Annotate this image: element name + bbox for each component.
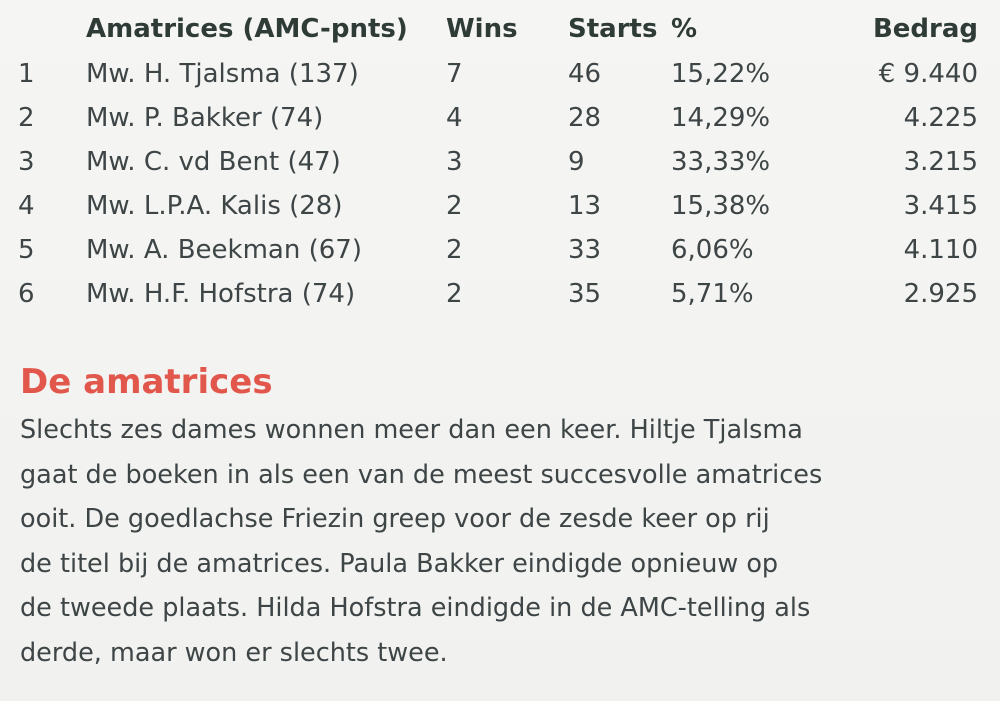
- cell-name: Mw. C. vd Bent (47): [86, 147, 341, 177]
- cell-rank: 2: [18, 103, 35, 133]
- cell-starts: 46: [568, 59, 602, 89]
- cell-percentage: 33,33%: [671, 147, 771, 177]
- cell-rank: 1: [18, 59, 35, 89]
- cell-starts: 35: [568, 279, 602, 309]
- paragraph-line: Slechts zes dames wonnen meer dan een keer. Hiltje Tjalsma: [20, 415, 803, 445]
- cell-amount: € 9.440: [878, 59, 978, 89]
- cell-amount: 3.415: [903, 191, 978, 221]
- cell-name: Mw. L.P.A. Kalis (28): [86, 191, 343, 221]
- cell-name: Mw. H. Tjalsma (137): [86, 59, 359, 89]
- cell-amount: 3.215: [903, 147, 978, 177]
- cell-name: Mw. A. Beekman (67): [86, 235, 362, 265]
- header-starts: Starts: [568, 14, 658, 44]
- cell-percentage: 15,22%: [671, 59, 771, 89]
- cell-wins: 4: [446, 103, 463, 133]
- cell-rank: 4: [18, 191, 35, 221]
- cell-wins: 3: [446, 147, 463, 177]
- cell-wins: 2: [446, 279, 463, 309]
- cell-percentage: 14,29%: [671, 103, 771, 133]
- table-row: [18, 52, 978, 96]
- table-header-row: [18, 6, 978, 52]
- amatrices-results-table: [18, 6, 978, 316]
- header-amount: Bedrag: [872, 14, 978, 44]
- paragraph-line: de tweede plaats. Hilda Hofstra eindigde in de AMC-telling als: [20, 593, 811, 623]
- cell-rank: 6: [18, 279, 35, 309]
- cell-rank: 3: [18, 147, 35, 177]
- paragraph-line: derde, maar won er slechts twee.: [20, 637, 448, 668]
- table-row: [18, 228, 978, 272]
- table-row: [18, 272, 978, 316]
- cell-percentage: 5,71%: [671, 279, 754, 309]
- table-row: [18, 140, 978, 184]
- cell-wins: 2: [446, 191, 463, 221]
- table-row: [18, 184, 978, 228]
- cell-starts: 13: [568, 191, 602, 221]
- cell-starts: 28: [568, 103, 602, 133]
- table-row: [18, 96, 978, 140]
- header-name: Amatrices (AMC-pnts): [86, 14, 408, 44]
- cell-starts: 9: [568, 147, 585, 177]
- paragraph-line: de titel bij de amatrices. Paula Bakker eindigde opnieuw op: [20, 548, 779, 579]
- cell-amount: 2.925: [903, 279, 978, 309]
- cell-amount: 4.225: [903, 103, 978, 133]
- paragraph-line: gaat de boeken in als een van de meest succesvolle amatrices: [20, 459, 823, 490]
- header-percentage: %: [671, 14, 698, 44]
- section-heading: De amatrices: [20, 362, 273, 402]
- header-rank: [18, 6, 86, 52]
- cell-wins: 7: [446, 59, 463, 89]
- cell-rank: 5: [18, 235, 35, 265]
- cell-name: Mw. P. Bakker (74): [86, 103, 324, 133]
- paragraph-line: ooit. De goedlachse Friezin greep voor de zesde keer op rij: [20, 504, 770, 534]
- cell-starts: 33: [568, 235, 602, 265]
- cell-percentage: 6,06%: [671, 235, 754, 265]
- header-wins: Wins: [446, 14, 518, 44]
- cell-wins: 2: [446, 235, 463, 265]
- body-paragraph: [20, 408, 985, 675]
- cell-amount: 4.110: [903, 235, 978, 265]
- cell-percentage: 15,38%: [671, 191, 771, 221]
- cell-name: Mw. H.F. Hofstra (74): [86, 279, 356, 309]
